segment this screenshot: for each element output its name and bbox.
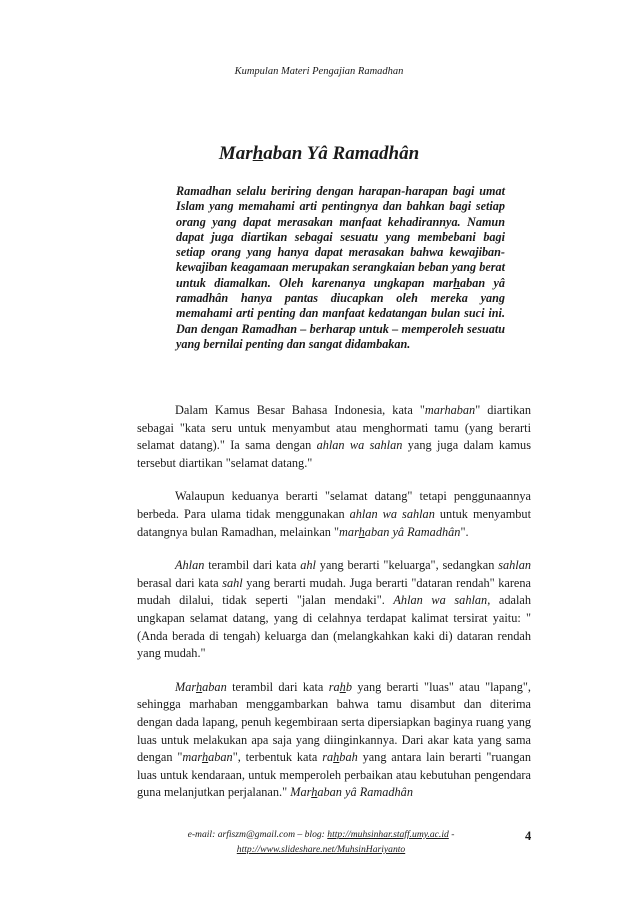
paragraph-3: Ahlan terambil dari kata ahl yang berarti "keluarga", sedangkan sahlan berasal dari kata sahl yang berarti mudah. Juga berarti "dataran rendah" karena mudah dilalui, tidak seperti "jalan mendaki". Ahlan wa sahlan, adalah ungkapan selamat datang, yang di celahnya terdapat kalimat tersirat yaitu: "(Anda berada di tengah) keluarga dan (melangkahkan kaki di) dataran rendah yang mudah." (137, 558, 531, 661)
blog-link[interactable]: http://muhsinhar.staff.umy.ac.id (327, 829, 449, 840)
paragraph-4: Marhaban terambil dari kata rahb yang berarti "luas" atau "lapang", sehingga marhaban menggambarkan bahwa tamu disambut dan diterima dengan dada lapang, penuh kegembiraan serta dipersiapkan baginya ruang yang luas untuk melakukan apa saja yang diinginkannya. Dari akar kata yang sama dengan "marhaban", terbentuk kata rahbah yang antara lain berarti "ruangan luas untuk kendaraan, untuk memperoleh perbaikan atau kebutuhan pengendara guna melanjutkan perjalanan." Marhaban yâ Ramadhân (137, 679, 531, 800)
paragraph-2: Walaupun keduanya berarti "selamat datang" tetapi penggunaannya berbeda. Para ulama tidak menggunakan ahlan wa sahlan untuk menyambut datangnya bulan Ramadhan, melainkan "marhaban yâ Ramadhân". (137, 489, 531, 539)
running-header: Kumpulan Materi Pengajian Ramadhan (234, 66, 404, 77)
page-footer: e-mail: arfiszm@gmail.com – blog: http://muhsinhar.staff.umy.ac.id - http://www.slideshare.net/MuhsinHariyanto (187, 829, 455, 855)
slideshare-link[interactable]: http://www.slideshare.net/MuhsinHariyanto (236, 844, 406, 855)
page-title: Marhaban Yâ Ramadhân (218, 143, 420, 164)
paragraph-1: Dalam Kamus Besar Bahasa Indonesia, kata "marhaban" diartikan sebagai "kata seru untuk menyambut atau menghormati tamu (yang berarti selamat datang)." Ia sama dengan ahlan wa sahlan yang juga dalam kamus tersebut diartikan "selamat datang." (137, 403, 531, 470)
page-number: 4 (525, 829, 532, 843)
body-text (137, 402, 531, 818)
footer-email: e-mail: arfiszm@gmail.com – blog: (187, 829, 328, 840)
abstract-block: Ramadhan selalu beriring dengan harapan-harapan bagi umat Islam yang memahami arti pentingnya dan bahkan bagi setiap orang yang dapat merasakan manfaat kehadirannya. Namun dapat juga diartikan sebagai sesuatu yang membebani bagi setiap orang yang hanya dapat merasakan bahwa kewajiban-kewajiban keagamaan merupakan serangkaian beban yang berat untuk diamalkan. Oleh karenanya ungkapan marhaban yâ ramadhân hanya pantas diucapkan oleh mereka yang memahami arti penting dan manfaat kedatangan bulan suci ini. Dan dengan Ramadhan – berharap untuk – memperoleh sesuatu yang bernilai penting dan sangat didambakan. (176, 184, 505, 351)
